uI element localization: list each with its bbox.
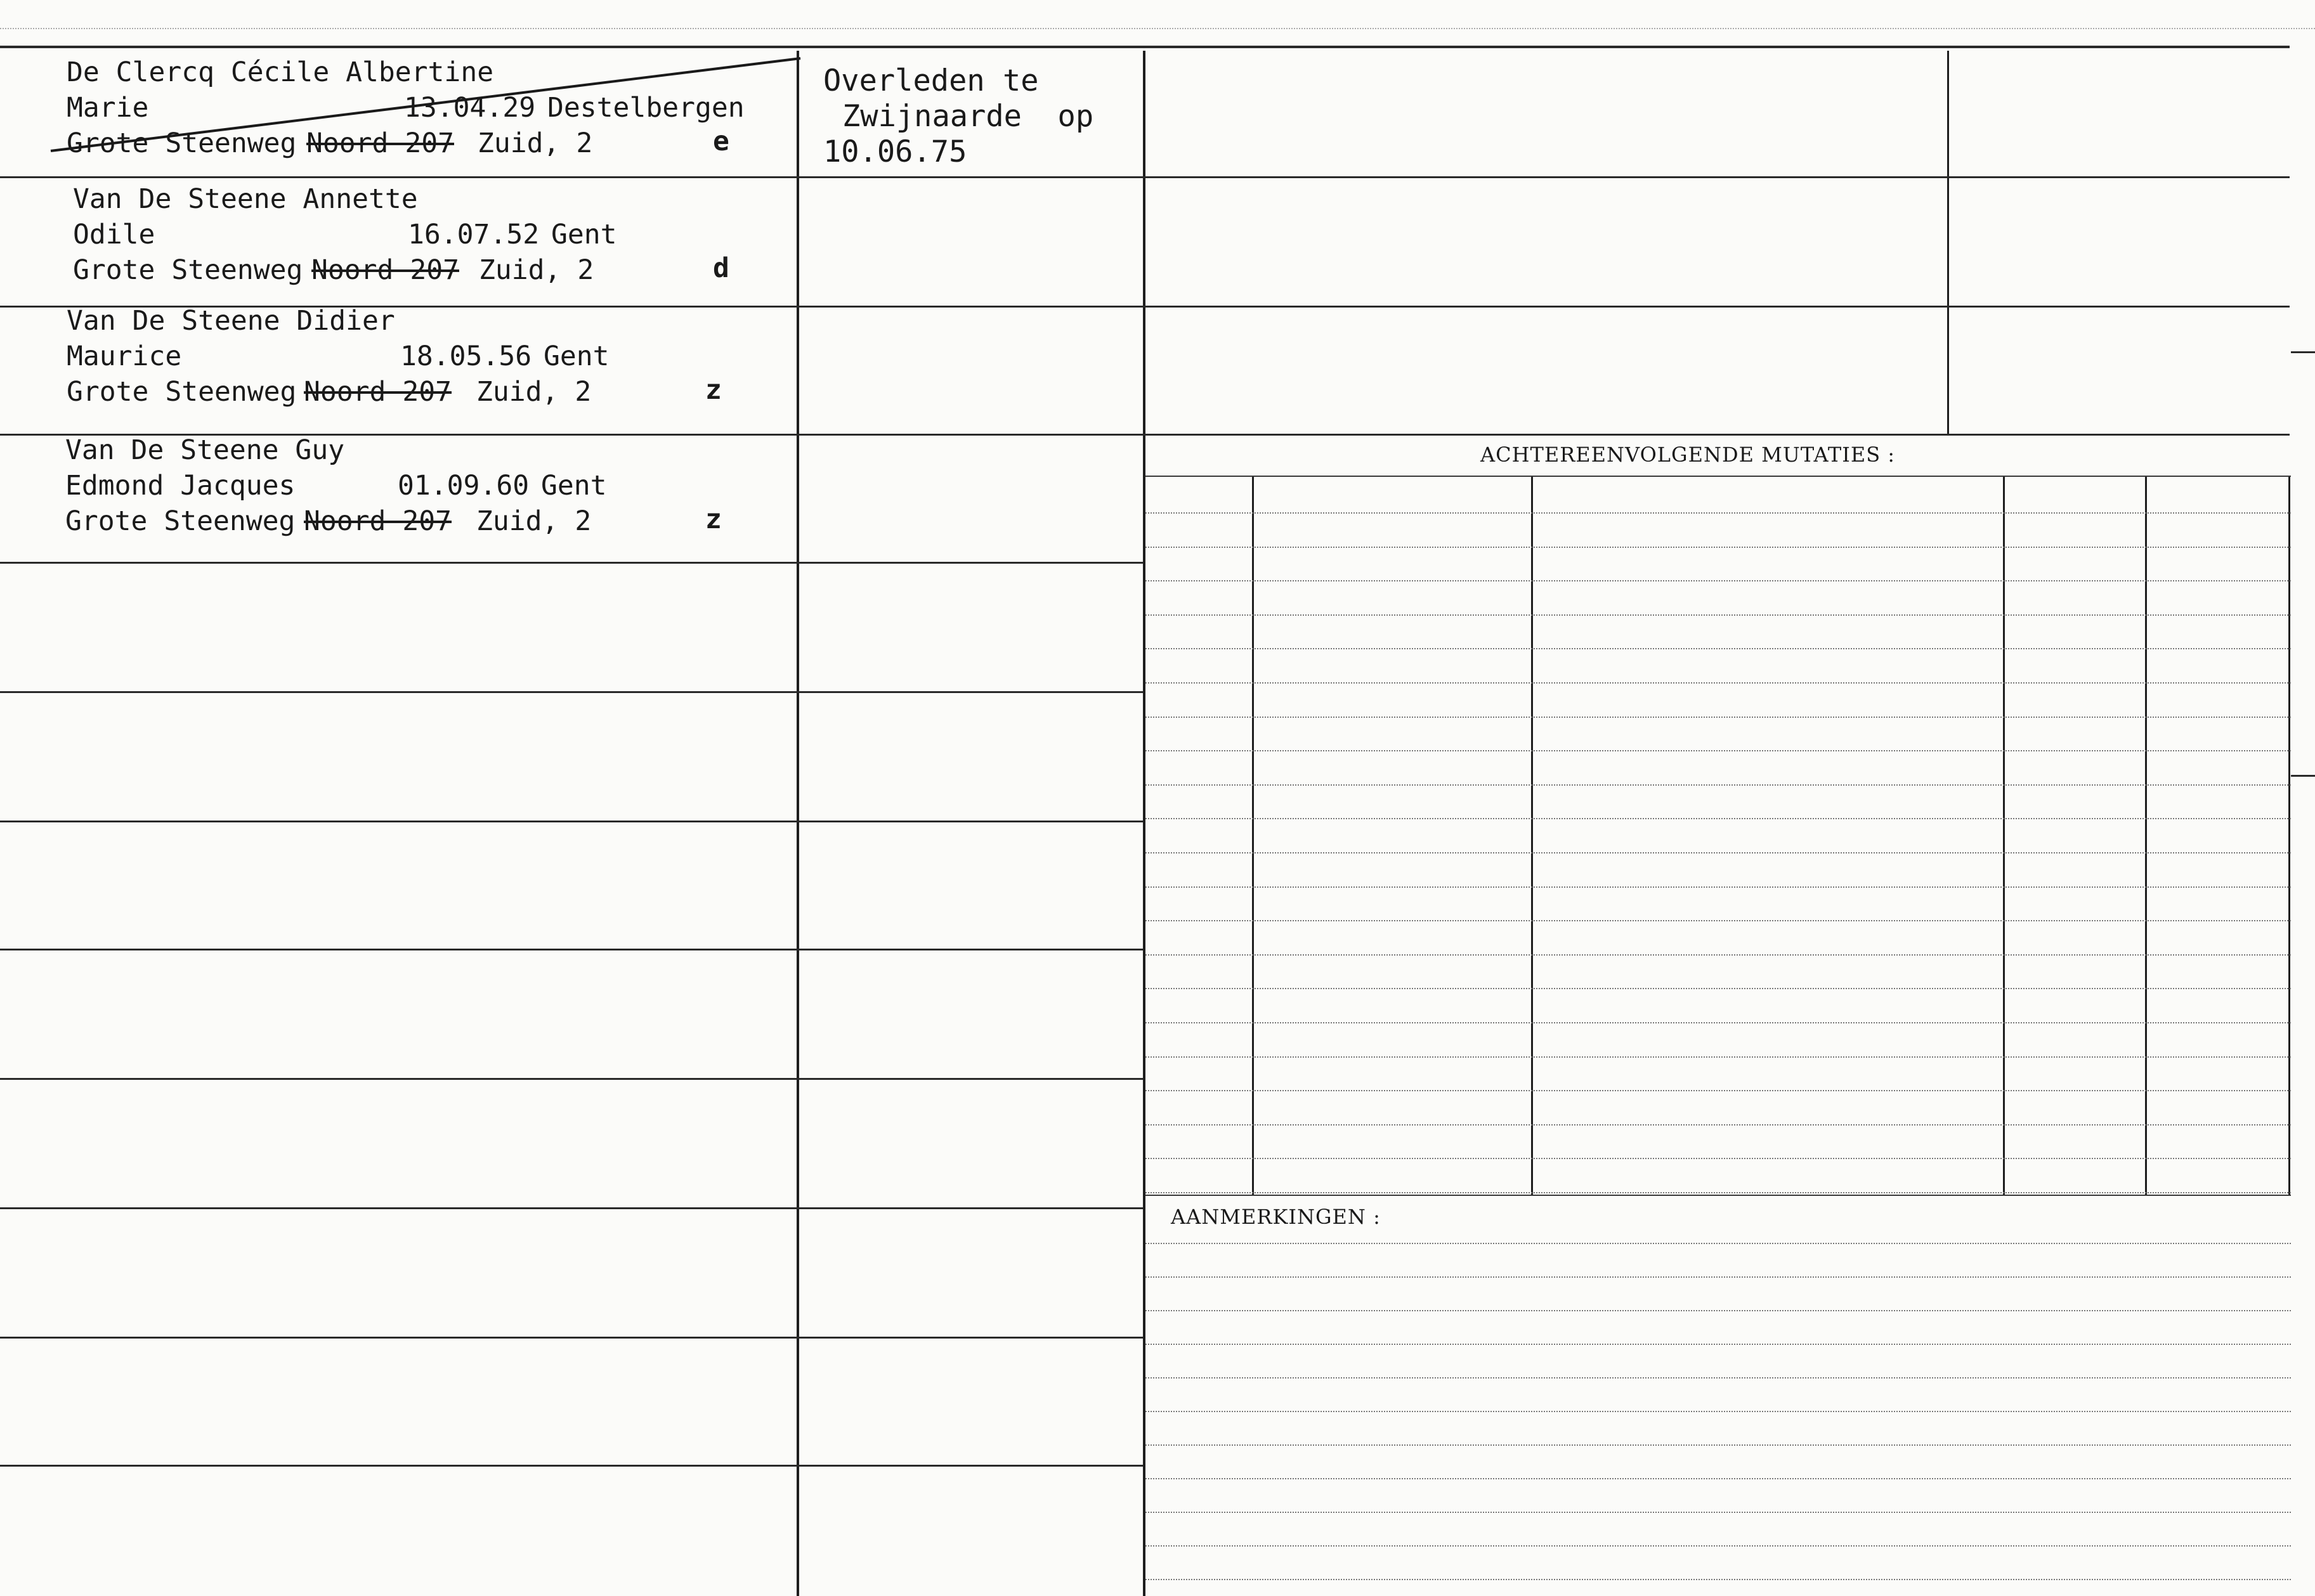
ruled-line bbox=[1145, 1090, 2291, 1091]
ruled-line bbox=[1145, 1478, 2291, 1479]
entry-birth-place: Destelbergen bbox=[547, 92, 745, 124]
entry-given-names: Odile bbox=[73, 219, 155, 250]
deceased-remark bbox=[823, 63, 1093, 170]
ruled-line bbox=[1145, 1276, 2291, 1278]
entry-old-address: Noord 207 bbox=[304, 505, 452, 537]
ruled-line bbox=[1145, 1192, 2291, 1193]
ruled-line bbox=[1145, 954, 2291, 956]
ruled-line bbox=[1145, 614, 2291, 616]
entry-code: z bbox=[705, 503, 722, 535]
entry-name: De Clercq Cécile Albertine bbox=[67, 56, 494, 88]
ruled-line bbox=[1145, 852, 2291, 853]
ruled-line bbox=[1145, 1056, 2291, 1058]
mutations-col-4 bbox=[2145, 477, 2147, 1195]
row-line bbox=[0, 1465, 1143, 1467]
edge-tick bbox=[2291, 351, 2315, 353]
ruled-line bbox=[1145, 886, 2291, 888]
ruled-line bbox=[1145, 1124, 2291, 1126]
ruled-line bbox=[1145, 1310, 2291, 1311]
ruled-line bbox=[1145, 1243, 2291, 1244]
entry-old-address: Noord 207 bbox=[304, 376, 452, 408]
entry-new-address: Zuid, 2 bbox=[476, 505, 592, 537]
entry-birth-date: 18.05.56 bbox=[400, 341, 532, 372]
register-entry-2 bbox=[60, 181, 809, 288]
ruled-line bbox=[1145, 547, 2291, 548]
entry-street: Grote Steenweg bbox=[67, 376, 297, 408]
entry-name: Van De Steene Guy bbox=[65, 434, 345, 466]
row-line bbox=[0, 691, 1143, 693]
entry-code: d bbox=[713, 252, 729, 284]
ruled-line bbox=[1145, 1411, 2291, 1412]
row-line bbox=[0, 821, 1143, 822]
row-line bbox=[0, 1207, 1143, 1209]
remark-line-2: Zwijnaarde op bbox=[842, 99, 1094, 134]
entry-given-names: Edmond Jacques bbox=[65, 470, 296, 502]
entry-street: Grote Steenweg bbox=[73, 254, 303, 286]
row-line bbox=[0, 1337, 1143, 1339]
ruled-line bbox=[1145, 717, 2291, 718]
entry-street: Grote Steenweg bbox=[67, 127, 297, 159]
mutations-header-line bbox=[1145, 476, 2291, 477]
ruled-line bbox=[1145, 750, 2291, 751]
ruled-line bbox=[1145, 648, 2291, 649]
entry-birth-place: Gent bbox=[551, 219, 617, 250]
entry-code: e bbox=[713, 126, 729, 157]
entry-code: z bbox=[705, 374, 722, 406]
remark-line-1: Overleden te bbox=[823, 63, 1039, 98]
edge-tick bbox=[2291, 775, 2315, 777]
remark-line-3: 10.06.75 bbox=[823, 134, 967, 169]
entry-given-names: Marie bbox=[67, 92, 149, 124]
ruled-line bbox=[1145, 580, 2291, 581]
mutations-col-1 bbox=[1252, 477, 1254, 1195]
register-entry-3 bbox=[60, 303, 809, 410]
register-entry-4 bbox=[60, 432, 809, 539]
ruled-line bbox=[1145, 988, 2291, 989]
mutations-bottom-line bbox=[1145, 1195, 2291, 1196]
register-entry-1 bbox=[67, 55, 815, 161]
entry-new-address: Zuid, 2 bbox=[478, 127, 593, 159]
ruled-line bbox=[1145, 1579, 2291, 1580]
row-line bbox=[0, 176, 2290, 178]
ruled-line bbox=[1145, 512, 2291, 514]
entry-new-address: Zuid, 2 bbox=[476, 376, 592, 408]
entry-birth-place: Gent bbox=[544, 341, 610, 372]
mutations-title: ACHTEREENVOLGENDE MUTATIES : bbox=[1480, 443, 1896, 467]
ruled-line bbox=[1145, 1158, 2291, 1159]
entry-name: Van De Steene Didier bbox=[67, 305, 395, 337]
ruled-line bbox=[1145, 1377, 2291, 1379]
mutations-col-2 bbox=[1531, 477, 1533, 1195]
entry-name: Van De Steene Annette bbox=[73, 183, 418, 215]
remarks-title: AANMERKINGEN : bbox=[1171, 1205, 1381, 1229]
row-line bbox=[0, 562, 1143, 564]
entry-old-address: Noord 207 bbox=[311, 254, 459, 286]
ruled-line bbox=[1145, 682, 2291, 684]
ruled-line bbox=[1145, 784, 2291, 786]
entry-birth-place: Gent bbox=[541, 470, 607, 502]
column-divider-2 bbox=[1143, 51, 1145, 1596]
entry-new-address: Zuid, 2 bbox=[479, 254, 594, 286]
entry-birth-date: 01.09.60 bbox=[398, 470, 530, 502]
mutations-col-3 bbox=[2003, 477, 2005, 1195]
ruled-line bbox=[1145, 1444, 2291, 1446]
ruled-line bbox=[1145, 1344, 2291, 1345]
column-divider-3 bbox=[1947, 51, 1949, 436]
ruled-line bbox=[1145, 1545, 2291, 1547]
entry-old-address: Noord 207 bbox=[306, 127, 454, 159]
entry-given-names: Maurice bbox=[67, 341, 182, 372]
entry-street: Grote Steenweg bbox=[65, 505, 296, 537]
ruled-line bbox=[1145, 818, 2291, 819]
row-line bbox=[0, 949, 1143, 950]
mutations-col-5 bbox=[2288, 477, 2290, 1195]
ruled-line bbox=[1145, 1022, 2291, 1023]
row-line bbox=[0, 1078, 1143, 1080]
entry-birth-date: 13.04.29 bbox=[404, 92, 536, 124]
ruled-line bbox=[1145, 1512, 2291, 1513]
ruled-line bbox=[1145, 920, 2291, 921]
entry-birth-date: 16.07.52 bbox=[408, 219, 540, 250]
